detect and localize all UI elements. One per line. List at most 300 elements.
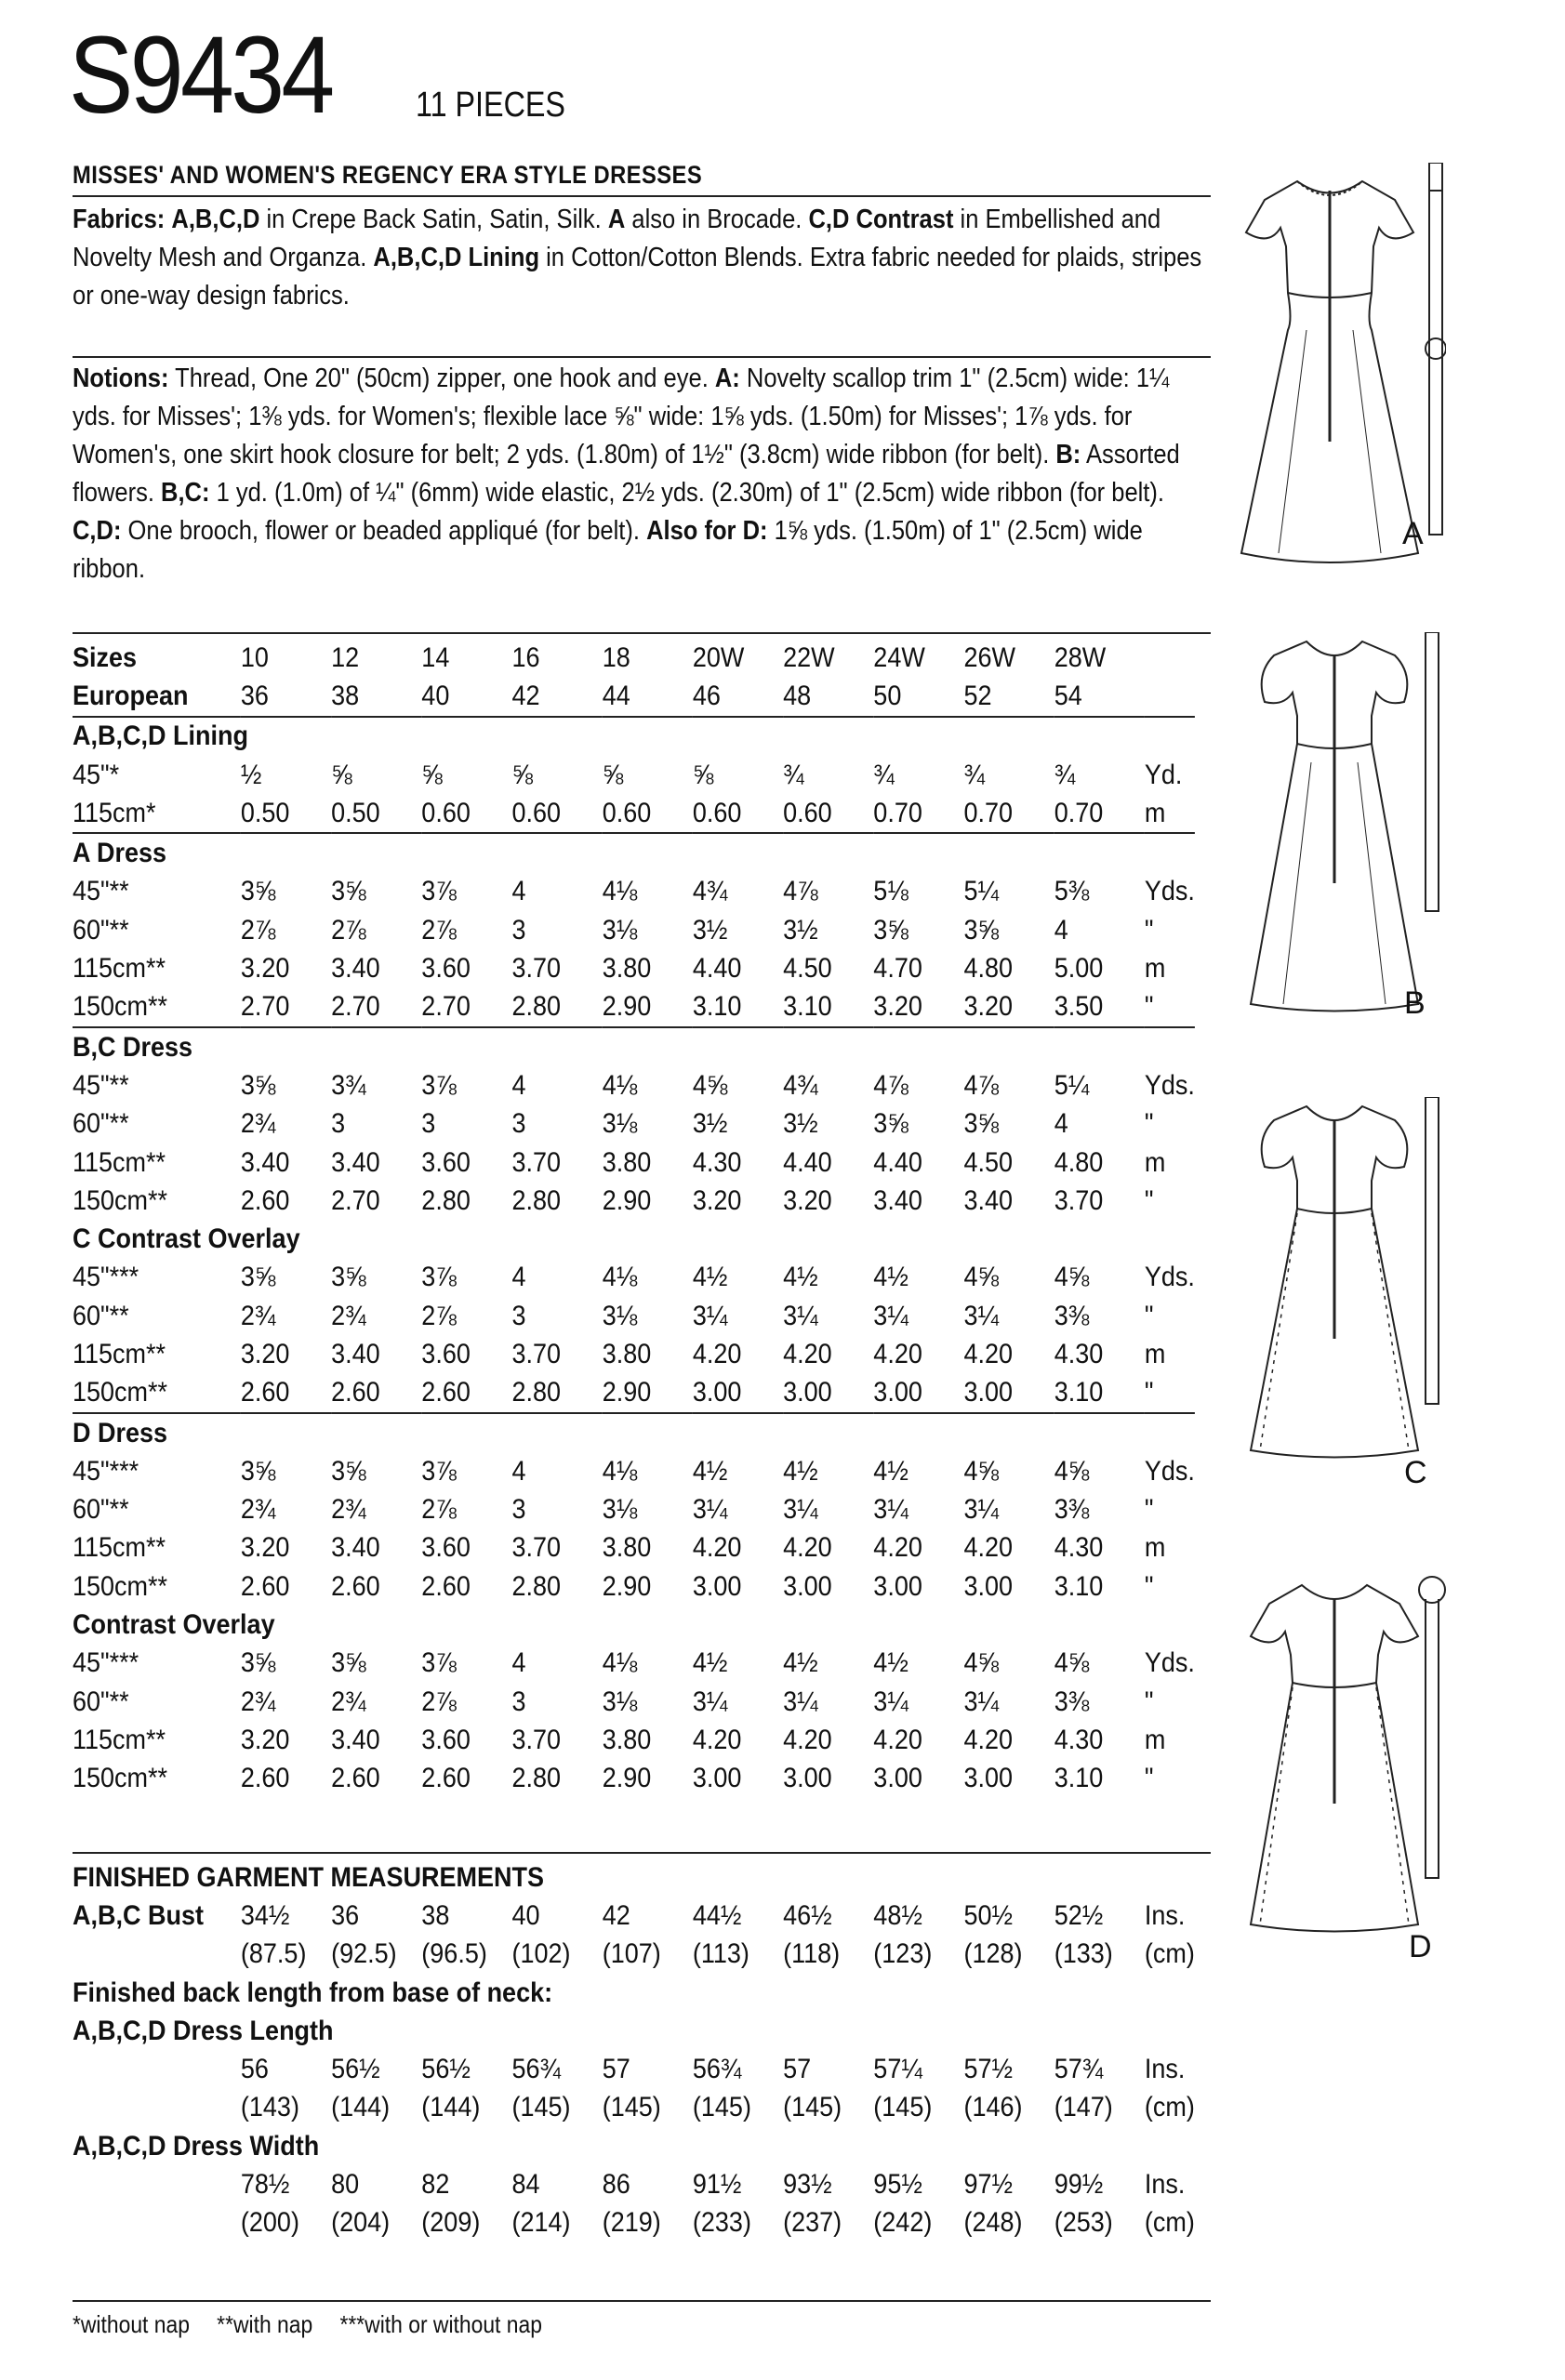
notions-views: A: [714,364,740,393]
yardage-value: 3.00 [873,1377,922,1408]
yardage-value: 3¾ [331,1069,366,1101]
fabrics-views: A [607,205,626,234]
yardage-value: 3⅝ [240,876,276,907]
yardage-row [73,1491,1195,1529]
measurement-value: (145) [873,2092,933,2123]
section-header [73,1220,1195,1258]
section-header [73,1413,1195,1452]
measurement-value: (96.5) [421,1938,487,1970]
fabrics-text: in Embellished and Novelty Mesh and Organza. [73,205,1161,272]
european-value: 54 [1054,680,1082,711]
measurement-value: 52½ [1054,1899,1104,1931]
yardage-value: 3.10 [692,991,742,1023]
yardage-value: 3 [331,1108,346,1140]
yardage-value: 3⅛ [602,1108,638,1140]
measurement-value: (145) [511,2092,571,2123]
view-label-b: B [1404,985,1426,1021]
length-label: A,B,C,D Dress Length [73,2015,334,2046]
yardage-row [73,911,1195,949]
yardage-value: 3¼ [692,1686,728,1717]
unit-label: Yds. [1144,1069,1195,1101]
yardage-value: 3 [511,1108,526,1140]
european-value: 42 [511,680,540,711]
yardage-table [73,639,1195,1798]
size-value: 26W [963,641,1016,673]
yardage-value: 3.20 [240,953,290,985]
yardage-value: 3⅝ [873,1108,908,1140]
measurement-row [73,2089,1195,2127]
yardage-value: 3.20 [240,1724,290,1755]
fabric-width-label: 45"*** [73,1455,139,1487]
measurement-value: (118) [783,1938,841,1970]
section-title: A,B,C,D Lining [73,717,1195,756]
yardage-value: 3⅝ [963,914,1000,945]
yardage-value: 3¼ [873,1300,908,1331]
sizes-label: Sizes [73,641,138,673]
yardage-value: 5¼ [963,876,1000,907]
fabrics-text: also in Brocade. [625,205,809,234]
yardage-value: 4¾ [783,1069,818,1101]
unit-label: " [1144,1494,1154,1526]
measurement-row [73,2050,1195,2088]
unit-cell [1145,639,1195,677]
notions-label: Notions: [73,364,169,393]
fabric-width-label: 45"** [73,876,129,907]
unit-label: " [1144,1763,1154,1794]
yardage-value: 4⅝ [692,1069,728,1101]
yardage-value: 2.60 [240,1763,290,1794]
measurement-value: (128) [963,1938,1023,1970]
yardage-value: 2.70 [331,1184,380,1216]
yardage-value: 3.80 [602,953,652,985]
european-value: 36 [240,680,269,711]
size-value: 10 [240,641,269,673]
size-value: 14 [421,641,450,673]
notions-text: One brooch, flower or beaded appliqué (for belt). [121,516,647,546]
unit-label: (cm) [1144,1938,1195,1970]
yardage-value: 3.80 [602,1532,652,1564]
yardage-value: 4½ [783,1647,818,1679]
fabric-width-label: 150cm** [73,1570,168,1602]
unit-label: " [1144,914,1154,945]
yardage-value: 3.10 [1054,1570,1104,1602]
unit-label: Ins. [1144,2169,1186,2201]
yardage-value: 4⅛ [602,1647,638,1679]
unit-label: " [1144,1184,1154,1216]
unit-label: " [1144,1570,1154,1602]
measurement-value: 57¼ [873,2054,922,2085]
yardage-value: 3 [511,1686,526,1717]
yardage-value: 3⅝ [331,1455,366,1487]
measurement-value: (92.5) [331,1938,397,1970]
yardage-row [73,1066,1195,1104]
yardage-value: 2.60 [331,1377,380,1408]
yardage-value: 3.00 [692,1570,742,1602]
size-value: 18 [602,641,630,673]
yardage-value: 3.60 [421,1338,471,1369]
yardage-value: 4.30 [692,1146,742,1178]
yardage-value: 3⅛ [602,1300,638,1331]
size-value: 20W [692,641,745,673]
yardage-value: 4 [511,1455,526,1487]
measurement-value: 46½ [783,1899,832,1931]
yardage-row [73,1374,1195,1413]
measurement-value: (143) [240,2092,299,2123]
measurement-value: 91½ [692,2169,742,2201]
yardage-value: 4 [511,1262,526,1293]
yardage-value: ⅝ [692,759,714,790]
yardage-value: 3⅝ [963,1108,1000,1140]
measurements-heading: FINISHED GARMENT MEASUREMENTS [73,1861,545,1893]
yardage-value: 3⅞ [421,876,457,907]
section-title: B,C Dress [73,1027,1195,1066]
yardage-value: 3.00 [783,1763,832,1794]
yardage-value: 3.40 [331,1724,380,1755]
yardage-value: ¾ [873,759,895,790]
measurement-value: 34½ [240,1899,290,1931]
yardage-value: 4.20 [873,1532,922,1564]
yardage-value: 2.80 [421,1184,471,1216]
yardage-value: 3.40 [331,1338,380,1369]
yardage-value: 2.60 [421,1377,471,1408]
yardage-value: 3½ [783,914,818,945]
yardage-value: 3.70 [511,1146,562,1178]
view-label-a: A [1402,516,1424,551]
yardage-value: 3.40 [331,1532,380,1564]
unit-label: Yds. [1144,1647,1195,1679]
pieces-count: 11 PIECES [416,86,565,125]
yardage-value: 3.20 [783,1184,832,1216]
yardage-value: 4⅞ [873,1069,908,1101]
yardage-value: 2.60 [331,1763,380,1794]
measurement-value: (145) [692,2092,751,2123]
unit-label: " [1144,1300,1154,1331]
yardage-value: 3.00 [873,1763,922,1794]
unit-label: Yds. [1144,1262,1195,1293]
yardage-value: 2.60 [421,1763,471,1794]
yardage-value: 4.20 [692,1724,742,1755]
yardage-value: 3 [511,1300,526,1331]
yardage-value: 2.70 [331,991,380,1023]
sizes-row [73,639,1195,677]
unit-label: " [1144,1108,1154,1140]
footnote: **with nap [217,2310,313,2338]
yardage-value: 4½ [873,1262,908,1293]
measurement-value: 57½ [963,2054,1014,2085]
view-label-d: D [1409,1929,1432,1964]
pattern-number: S9434 [69,14,332,137]
yardage-value: 4¾ [692,876,728,907]
yardage-value: 3.70 [511,1532,562,1564]
yardage-value: 3⅞ [421,1069,457,1101]
measurement-value: (209) [421,2207,481,2239]
divider [73,356,1211,358]
yardage-value: ⅝ [511,759,534,790]
yardage-value: 3½ [783,1108,818,1140]
measurement-value: (233) [692,2207,751,2239]
measurement-value: (107) [602,1938,661,1970]
yardage-value: 3¼ [783,1686,818,1717]
measurement-value: (113) [692,1938,749,1970]
yardage-value: 3.80 [602,1724,652,1755]
yardage-value: 4⅝ [963,1647,1000,1679]
yardage-value: 4.20 [963,1338,1014,1369]
yardage-row [73,1529,1195,1567]
yardage-value: 3⅛ [602,1686,638,1717]
fabric-width-label: 150cm** [73,1763,168,1794]
measurement-row [73,2165,1195,2203]
measurement-value: (219) [602,2207,661,2239]
yardage-value: 3.20 [963,991,1014,1023]
notions-views: B,C: [161,478,210,508]
yardage-value: 2.80 [511,1184,562,1216]
yardage-value: 2¾ [240,1494,276,1526]
measurement-value: 56 [240,2054,269,2085]
yardage-value: 2.80 [511,1377,562,1408]
yardage-value: 3.20 [873,991,922,1023]
european-value: 50 [873,680,902,711]
yardage-value: 4.20 [873,1724,922,1755]
yardage-row [73,1452,1195,1490]
measurement-value: 95½ [873,2169,922,2201]
yardage-value: 2.90 [602,1763,652,1794]
section-header [73,717,1195,756]
fabrics-label: Fabrics: [73,205,166,234]
fabrics-text: in Cotton/Cotton Blends. Extra fabric needed for plaids, stripes or one-way design fabrics. [73,243,1202,311]
yardage-value: 3.00 [963,1763,1014,1794]
measurement-value: 99½ [1054,2169,1104,2201]
unit-label: (cm) [1144,2092,1195,2123]
yardage-value: 3¼ [783,1494,818,1526]
measurement-value: 57 [783,2054,812,2085]
unit-label: m [1144,1532,1166,1564]
yardage-value: 3.80 [602,1146,652,1178]
measurement-value: 48½ [873,1899,922,1931]
yardage-value: 4.80 [963,953,1014,985]
section-header [73,1027,1195,1066]
measurement-value: (248) [963,2207,1023,2239]
fabric-width-label: 45"** [73,1069,129,1101]
unit-label: " [1144,1686,1154,1717]
yardage-value: 4.20 [963,1532,1014,1564]
section-header [73,833,1195,872]
yardage-value: 2.90 [602,1377,652,1408]
yardage-row [73,1645,1195,1683]
yardage-value: 3½ [692,1108,728,1140]
divider [73,632,1211,634]
yardage-value: 0.70 [873,797,922,828]
yardage-value: 3.00 [783,1377,832,1408]
section-title: A Dress [73,833,1195,872]
yardage-value: 4½ [873,1455,908,1487]
yardage-value: 3.00 [963,1570,1014,1602]
measurements-table [73,1858,1195,2242]
measurement-value: 44½ [692,1899,742,1931]
fabric-width-label: 150cm** [73,1377,168,1408]
measurement-value: 78½ [240,2169,290,2201]
yardage-value: 3.20 [240,1338,290,1369]
yardage-value: 3 [421,1108,436,1140]
yardage-value: 4½ [692,1647,728,1679]
european-value: 38 [331,680,360,711]
yardage-value: 4⅝ [963,1262,1000,1293]
yardage-value: 2⅞ [421,1300,457,1331]
yardage-value: 0.60 [602,797,652,828]
yardage-value: 3⅝ [240,1262,276,1293]
measurement-row [73,1936,1195,1974]
fabric-width-label: 60"** [73,1686,129,1717]
unit-label: Ins. [1144,1899,1186,1931]
european-label: European [73,680,189,711]
yardage-value: 3.70 [511,953,562,985]
measurement-value: 40 [511,1899,540,1931]
unit-label: m [1144,953,1166,985]
yardage-value: 0.60 [421,797,471,828]
fabric-width-label: 45"*** [73,1647,139,1679]
yardage-value: 4.20 [873,1338,922,1369]
measurement-value: 56¾ [692,2054,742,2085]
yardage-value: 3¼ [783,1300,818,1331]
size-value: 22W [783,641,835,673]
measurement-row [73,1897,1195,1935]
yardage-value: 2¾ [331,1300,366,1331]
yardage-value: 3⅝ [240,1647,276,1679]
yardage-value: 3.10 [1054,1763,1104,1794]
yardage-value: 4 [1054,914,1068,945]
measurement-value: (146) [963,2092,1023,2123]
measurement-value: (214) [511,2207,571,2239]
section-title: Contrast Overlay [73,1609,275,1641]
yardage-value: 3.00 [692,1763,742,1794]
measurement-value: 38 [421,1899,450,1931]
yardage-value: 3.00 [963,1377,1014,1408]
yardage-value: 3.10 [1054,1377,1104,1408]
unit-label: Yds. [1144,876,1195,907]
notions-text: 1 yd. (1.0m) of ¼" (6mm) wide elastic, 2½ yds. (2.30m) of 1" (2.5cm) wide ribbon (for belt). [209,478,1165,508]
yardage-value: 4⅛ [602,1069,638,1101]
yardage-value: 4½ [783,1455,818,1487]
yardage-value: 2¾ [240,1108,276,1140]
european-value: 40 [421,680,450,711]
yardage-value: 3⅝ [240,1455,276,1487]
notions-text: Assorted flowers. [73,440,1180,508]
yardage-value: 4 [511,1647,526,1679]
fabric-width-label: 60"** [73,1300,129,1331]
fabric-width-label: 45"*** [73,1262,139,1293]
yardage-value: 4½ [692,1455,728,1487]
width-label: A,B,C,D Dress Width [73,2130,320,2162]
fabric-width-label: 60"** [73,1108,129,1140]
yardage-value: 2⅞ [421,1494,457,1526]
unit-label: Yd. [1144,759,1183,790]
measurement-value: (102) [511,1938,571,1970]
yardage-row [73,1683,1195,1721]
yardage-value: 3⅝ [240,1069,276,1101]
yardage-value: 3.40 [963,1184,1014,1216]
yardage-value: 3⅞ [421,1455,457,1487]
yardage-row [73,988,1195,1027]
yardage-value: 3.20 [240,1532,290,1564]
yardage-row [73,794,1195,833]
yardage-value: 4½ [692,1262,728,1293]
yardage-value: 2.60 [421,1570,471,1602]
back-length-label: Finished back length from base of neck: [73,1977,553,2008]
measurement-value: 84 [511,2169,540,2201]
footnote: *without nap [73,2310,190,2338]
unit-label: " [1144,991,1154,1023]
european-row [73,677,1195,716]
unit-label: m [1144,1724,1166,1755]
yardage-value: 3⅝ [331,876,366,907]
yardage-value: 4.20 [963,1724,1014,1755]
fabric-width-label: 115cm** [73,1146,166,1178]
measurement-value: (144) [421,2092,481,2123]
yardage-value: 3.40 [331,1146,380,1178]
yardage-row [73,1567,1195,1606]
yardage-value: 0.60 [692,797,742,828]
yardage-value: 4.20 [783,1338,832,1369]
yardage-value: 3.40 [240,1146,290,1178]
fabric-width-label: 115cm** [73,1338,166,1369]
yardage-value: 2.60 [240,1377,290,1408]
fabrics-paragraph [73,201,1210,315]
size-value: 24W [873,641,925,673]
fabric-width-label: 115cm* [73,797,156,828]
yardage-value: 3.40 [873,1184,922,1216]
yardage-value: 3.50 [1054,991,1104,1023]
yardage-value: 4.50 [963,1146,1014,1178]
yardage-value: 4⅞ [963,1069,1000,1101]
measurement-value: (133) [1054,1938,1113,1970]
view-d-dress-illustration [1237,1571,1446,1943]
yardage-value: 2.90 [602,991,652,1023]
yardage-value: 0.70 [963,797,1014,828]
yardage-value: 3⅜ [1054,1300,1090,1331]
measurement-value: (237) [783,2207,842,2239]
unit-cell [1145,677,1195,716]
size-value: 16 [511,641,540,673]
yardage-value: 3⅞ [421,1647,457,1679]
yardage-value: 5⅛ [873,876,908,907]
yardage-value: ⅝ [602,759,624,790]
yardage-value: 3¼ [692,1494,728,1526]
yardage-value: 2¾ [331,1494,366,1526]
yardage-value: 3.60 [421,1146,471,1178]
yardage-row [73,1721,1195,1759]
fabric-width-label: 150cm** [73,1184,168,1216]
yardage-value: 2.60 [240,1184,290,1216]
yardage-value: 4 [511,1069,526,1101]
yardage-value: 3½ [692,914,728,945]
measurement-value: 57 [602,2054,630,2085]
yardage-value: 3⅛ [602,1494,638,1526]
yardage-row [73,1182,1195,1220]
measurement-value: (253) [1054,2207,1113,2239]
measurement-value: 56½ [421,2054,471,2085]
fabric-width-label: 115cm** [73,1532,166,1564]
yardage-value: 5.00 [1054,953,1104,985]
yardage-value: 4⅛ [602,1455,638,1487]
yardage-value: 4⅛ [602,1262,638,1293]
yardage-value: 2⅞ [421,1686,457,1717]
yardage-value: 2.80 [511,1570,562,1602]
yardage-value: 3 [511,914,526,945]
section-title: D Dress [73,1413,1195,1452]
fabrics-views: A,B,C,D [171,205,260,234]
measurement-value: 42 [602,1899,630,1931]
yardage-value: 5¼ [1054,1069,1090,1101]
yardage-value: 3 [511,1494,526,1526]
